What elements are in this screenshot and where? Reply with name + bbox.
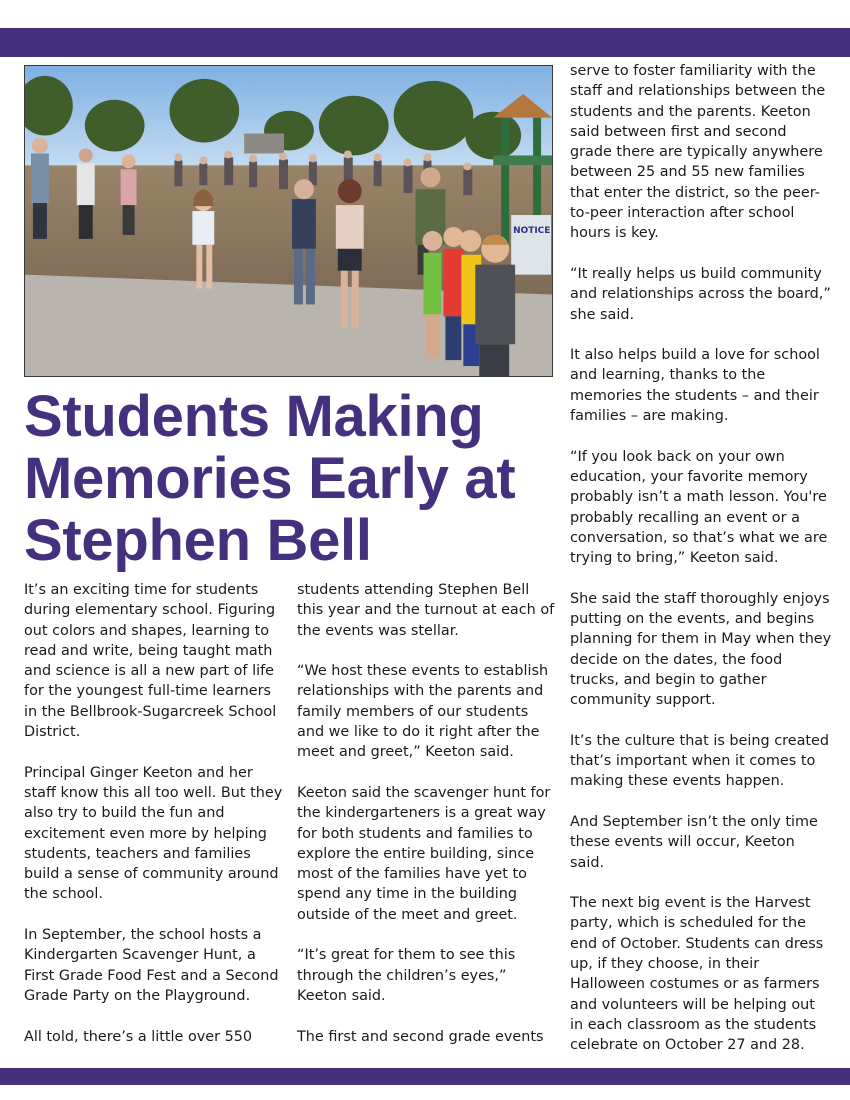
headline-line: Stephen Bell bbox=[24, 508, 372, 573]
photo-illustration bbox=[25, 66, 552, 376]
paragraph: She said the staff thoroughly enjoys putting on the events, and begins planning for them in May when they decide on the dates, the food trucks, and begin to gather community support. bbox=[570, 590, 832, 709]
paragraph: All told, there’s a little over 550 bbox=[24, 1028, 253, 1045]
headline-line: Memories Early at bbox=[24, 446, 516, 511]
article-column-2 bbox=[297, 580, 559, 1067]
headline-line: Students Making bbox=[24, 384, 484, 449]
schoolyard-photo bbox=[24, 65, 553, 377]
paragraph: It also helps build a love for school and learning, thanks to the memories the students – and their families – are making. bbox=[570, 347, 820, 425]
article-column-3 bbox=[570, 61, 832, 1076]
paragraph: “It really helps us build community and relationships across the board,” she said. bbox=[570, 265, 831, 323]
paragraph: Keeton said the scavenger hunt for the kindergarteners is a great way for both students and families to explore the entire building, since most of the families have yet to spend any time in the building outside of the meet and greet. bbox=[297, 784, 551, 923]
paragraph: It’s an exciting time for students during elementary school. Figuring out colors and shapes, learning to read and write, being taught math and science is all a new part of life for the youngest full-time learners in the Bellbrook-Sugarcreek School District. bbox=[24, 582, 277, 741]
paragraph: “We host these events to establish relationships with the parents and family members of our students and we like to do it right after the meet and greet,” Keeton said. bbox=[297, 663, 549, 761]
paragraph: students attending Stephen Bell this year and the turnout at each of the events was stellar. bbox=[297, 582, 555, 639]
notice-sign-text: NOTICE bbox=[513, 225, 551, 236]
paragraph: It’s the culture that is being created that’s important when it comes to making these events happen. bbox=[570, 732, 830, 790]
article-column-1 bbox=[24, 580, 286, 1067]
top-color-bar bbox=[0, 28, 850, 57]
paragraph: serve to foster familiarity with the staff and relationships between the students and the parents. Keeton said between first and second grade there are typically anywhere between 25 and 55 new families that enter the district, so the peer-to-peer interaction after school hours is key. bbox=[570, 63, 826, 242]
paragraph: “If you look back on your own education, your favorite memory probably isn’t a math lesson. You're probably recalling an event or a conversation, so that’s what we are trying to bring,” Keeton said. bbox=[570, 448, 828, 567]
paragraph: The next big event is the Harvest party, which is scheduled for the end of October. Students can dress up, if they choose, in their Halloween costumes or as farmers and volunteers will be helping out in each classroom as the students celebrate on October 27 and 28. bbox=[570, 895, 824, 1054]
paragraph: And September isn’t the only time these events will occur, Keeton said. bbox=[570, 813, 818, 871]
bottom-color-bar bbox=[0, 1068, 850, 1085]
paragraph: Principal Ginger Keeton and her staff know this all too well. But they also try to build the fun and excitement even more by helping students, teachers and families build a sense of community around the school. bbox=[24, 764, 283, 903]
paragraph: In September, the school hosts a Kindergarten Scavenger Hunt, a First Grade Food Fest and a Second Grade Party on the Playground. bbox=[24, 927, 279, 1004]
paragraph: “It’s great for them to see this through the children’s eyes,” Keeton said. bbox=[297, 947, 516, 1004]
article-headline bbox=[24, 386, 564, 572]
paragraph: The first and second grade events bbox=[297, 1028, 544, 1045]
